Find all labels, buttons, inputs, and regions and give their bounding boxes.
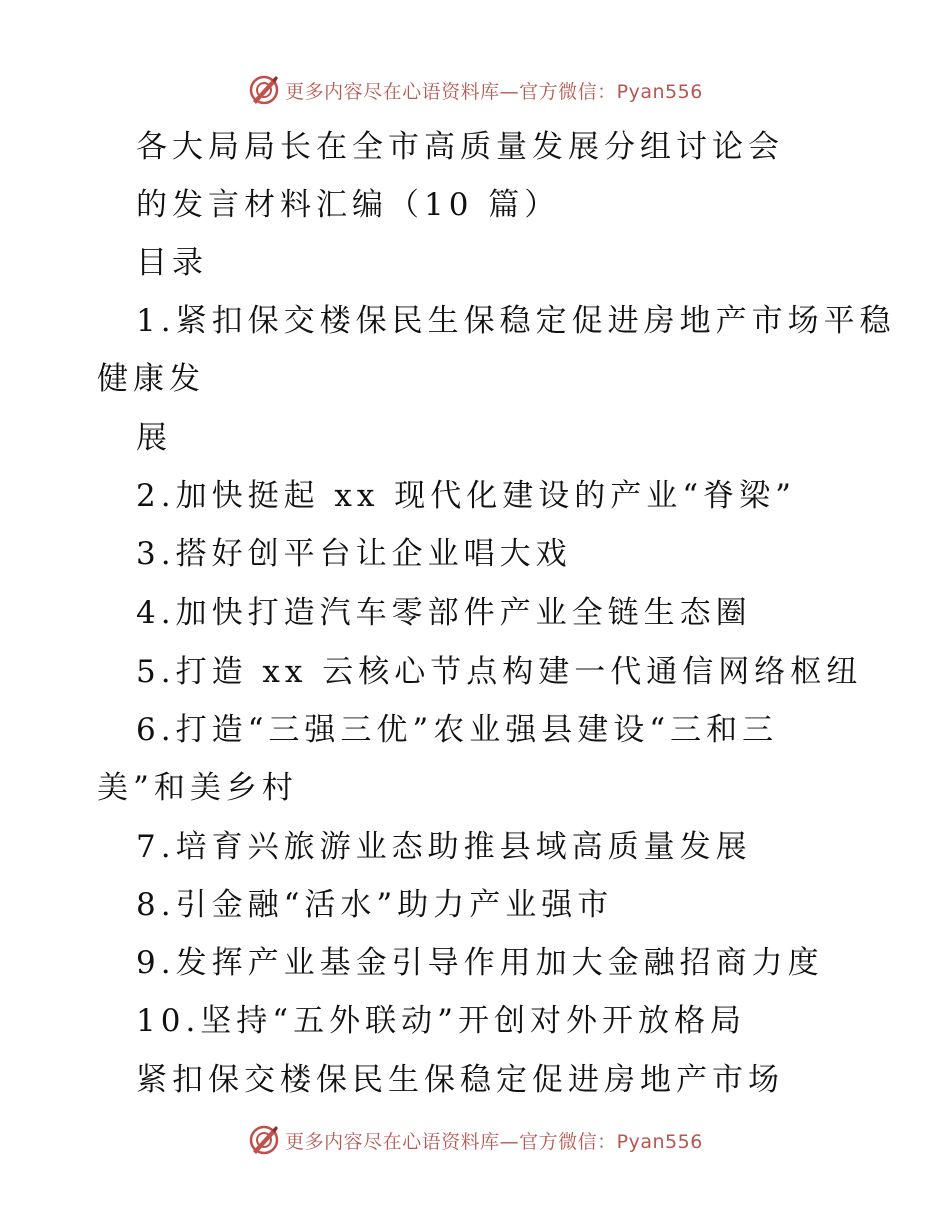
watermark-text: 更多内容尽在心语资料库—官方微信：Pyan556	[285, 80, 703, 103]
toc-item-9: 9.发挥产业基金引导作用加大金融招商力度	[136, 945, 824, 981]
toc-item-3: 3.搭好创平台让企业唱大戏	[136, 536, 572, 572]
toc-item-7: 7.培育兴旅游业态助推县域高质量发展	[136, 829, 752, 865]
toc-item-2: 2.加快挺起 xx 现代化建设的产业“脊梁”	[136, 478, 796, 514]
pen-logo-icon	[247, 1123, 281, 1157]
toc-item-1-continued-2: 展	[136, 420, 172, 456]
watermark-text: 更多内容尽在心语资料库—官方微信：Pyan556	[285, 1130, 703, 1153]
toc-item-1: 1.紧扣保交楼保民生保稳定促进房地产市场平稳	[136, 303, 896, 339]
document-title-line-1: 各大局局长在全市高质量发展分组讨论会	[136, 129, 784, 165]
toc-item-1-continued: 健康发	[97, 361, 205, 397]
toc-item-10: 10.坚持“五外联动”开创对外开放格局	[136, 1003, 746, 1039]
toc-item-4: 4.加快打造汽车零部件产业全链生态圈	[136, 595, 752, 631]
toc-item-8: 8.引金融“活水”助力产业强市	[136, 887, 614, 923]
document-title-line-2: 的发言材料汇编（10 篇）	[136, 187, 561, 223]
watermark-footer	[0, 1120, 950, 1160]
toc-item-6: 6.打造“三强三优”农业强县建设“三和三	[136, 712, 779, 748]
section-1-heading: 紧扣保交楼保民生保稳定促进房地产市场	[136, 1062, 784, 1098]
toc-heading: 目录	[136, 245, 208, 281]
toc-item-6-continued: 美”和美乡村	[97, 770, 298, 806]
toc-item-5: 5.打造 xx 云核心节点构建一代通信网络枢纽	[136, 654, 863, 690]
